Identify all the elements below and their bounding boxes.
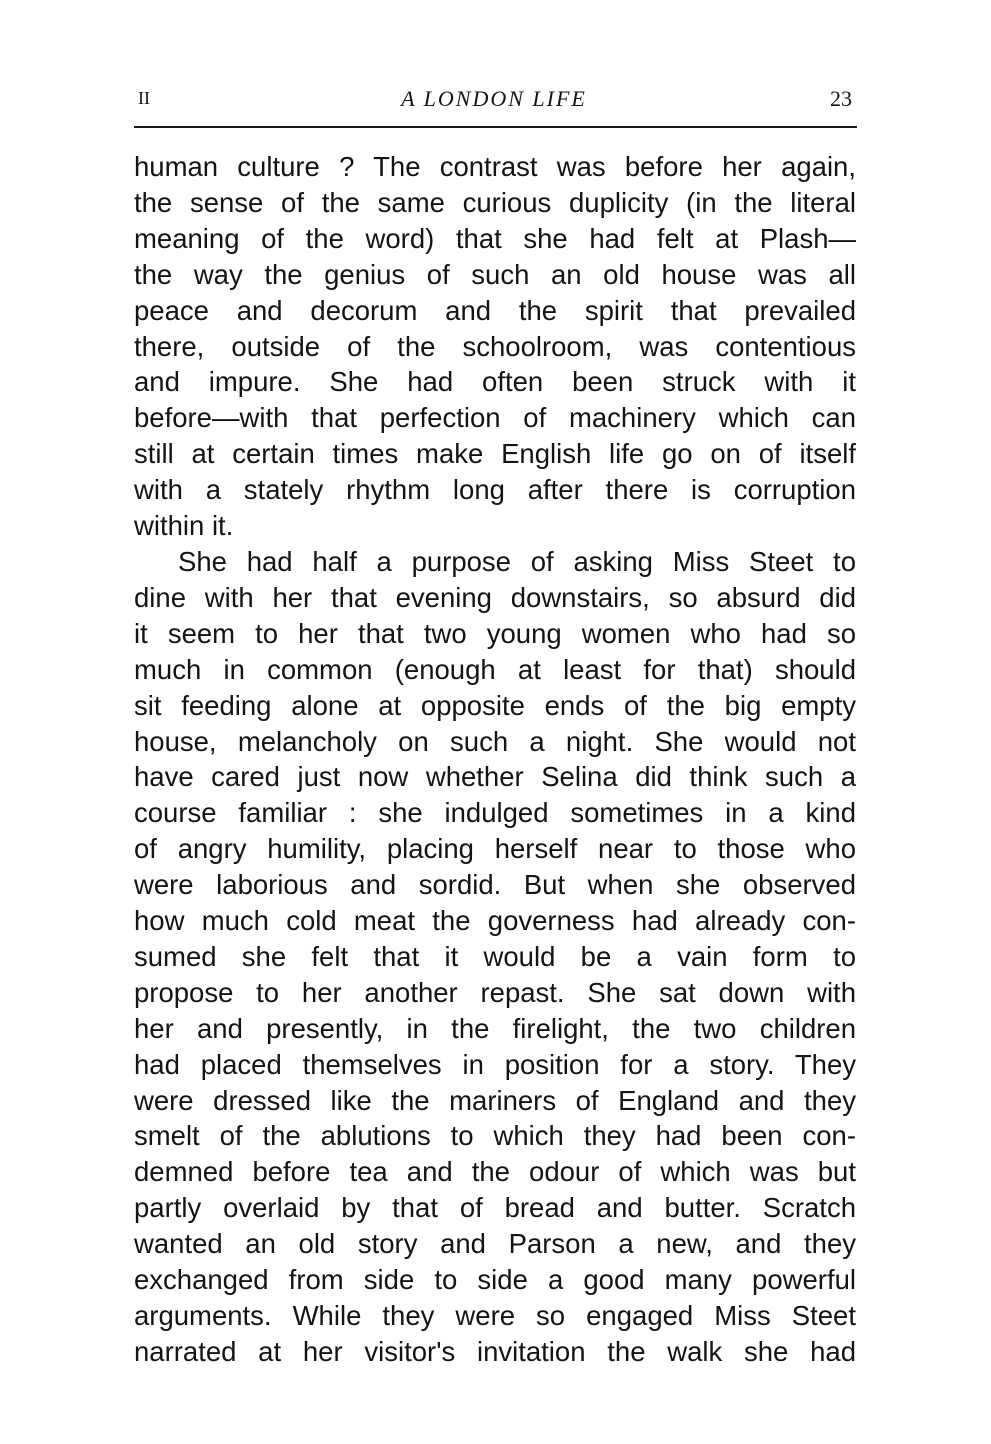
text-line: how much cold meat the governess had already con-: [134, 905, 856, 937]
text-line: of angry humility, placing herself near to those who: [134, 833, 856, 865]
text-line: course familiar : she indulged sometimes in a kind: [134, 797, 856, 829]
text-line: wanted an old story and Parson a new, and they: [134, 1228, 856, 1260]
text-line: with a stately rhythm long after there is corruption: [134, 474, 856, 506]
body-text: [134, 149, 856, 1370]
text-line: there, outside of the schoolroom, was contentious: [134, 330, 856, 362]
running-header: [134, 86, 854, 118]
text-line: house, melancholy on such a night. She would not: [134, 725, 856, 757]
text-line: exchanged from side to side a good many powerful: [134, 1264, 856, 1296]
chapter-number: II: [138, 88, 150, 108]
text-line: arguments. While they were so engaged Miss Steet: [134, 1300, 856, 1331]
text-line: demned before tea and the odour of which was but: [134, 1156, 856, 1188]
page-number: 23: [830, 86, 852, 111]
text-line: propose to her another repast. She sat down with: [134, 976, 856, 1008]
text-line: dine with her that evening downstairs, so absurd did: [134, 581, 856, 613]
paragraph-start-line: She had half a purpose of asking Miss Steet to: [178, 545, 856, 577]
text-line: still at certain times make English life go on of itself: [134, 438, 856, 470]
text-line: narrated at her visitor's invitation the walk she had: [134, 1335, 856, 1367]
text-line: meaning of the word) that she had felt at Plash—: [134, 222, 856, 254]
running-title: A LONDON LIFE: [401, 86, 587, 111]
header-rule: [134, 126, 857, 128]
text-line: sit feeding alone at opposite ends of the big empty: [134, 689, 856, 721]
text-line: were dressed like the mariners of England and they: [134, 1084, 856, 1116]
text-line: before—with that perfection of machinery which can: [134, 402, 856, 434]
text-line: have cared just now whether Selina did think such a: [134, 761, 856, 793]
text-line: and impure. She had often been struck with it: [134, 366, 856, 398]
text-line: her and presently, in the firelight, the two children: [134, 1012, 856, 1044]
text-line: human culture ? The contrast was before her again,: [134, 151, 856, 182]
text-line: the way the genius of such an old house was all: [134, 258, 856, 290]
text-line: sumed she felt that it would be a vain form to: [134, 940, 856, 972]
text-line: much in common (enough at least for that) should: [134, 653, 856, 685]
text-line: smelt of the ablutions to which they had been con-: [134, 1120, 856, 1152]
text-line: were laborious and sordid. But when she observed: [134, 869, 856, 901]
paragraph-end-line: within it.: [134, 510, 234, 542]
text-line: it seem to her that two young women who had so: [134, 617, 856, 649]
text-line: had placed themselves in position for a story. They: [134, 1048, 856, 1080]
text-line: partly overlaid by that of bread and butter. Scratch: [134, 1192, 856, 1224]
text-line: peace and decorum and the spirit that prevailed: [134, 294, 856, 326]
text-line: the sense of the same curious duplicity (in the literal: [134, 186, 856, 218]
